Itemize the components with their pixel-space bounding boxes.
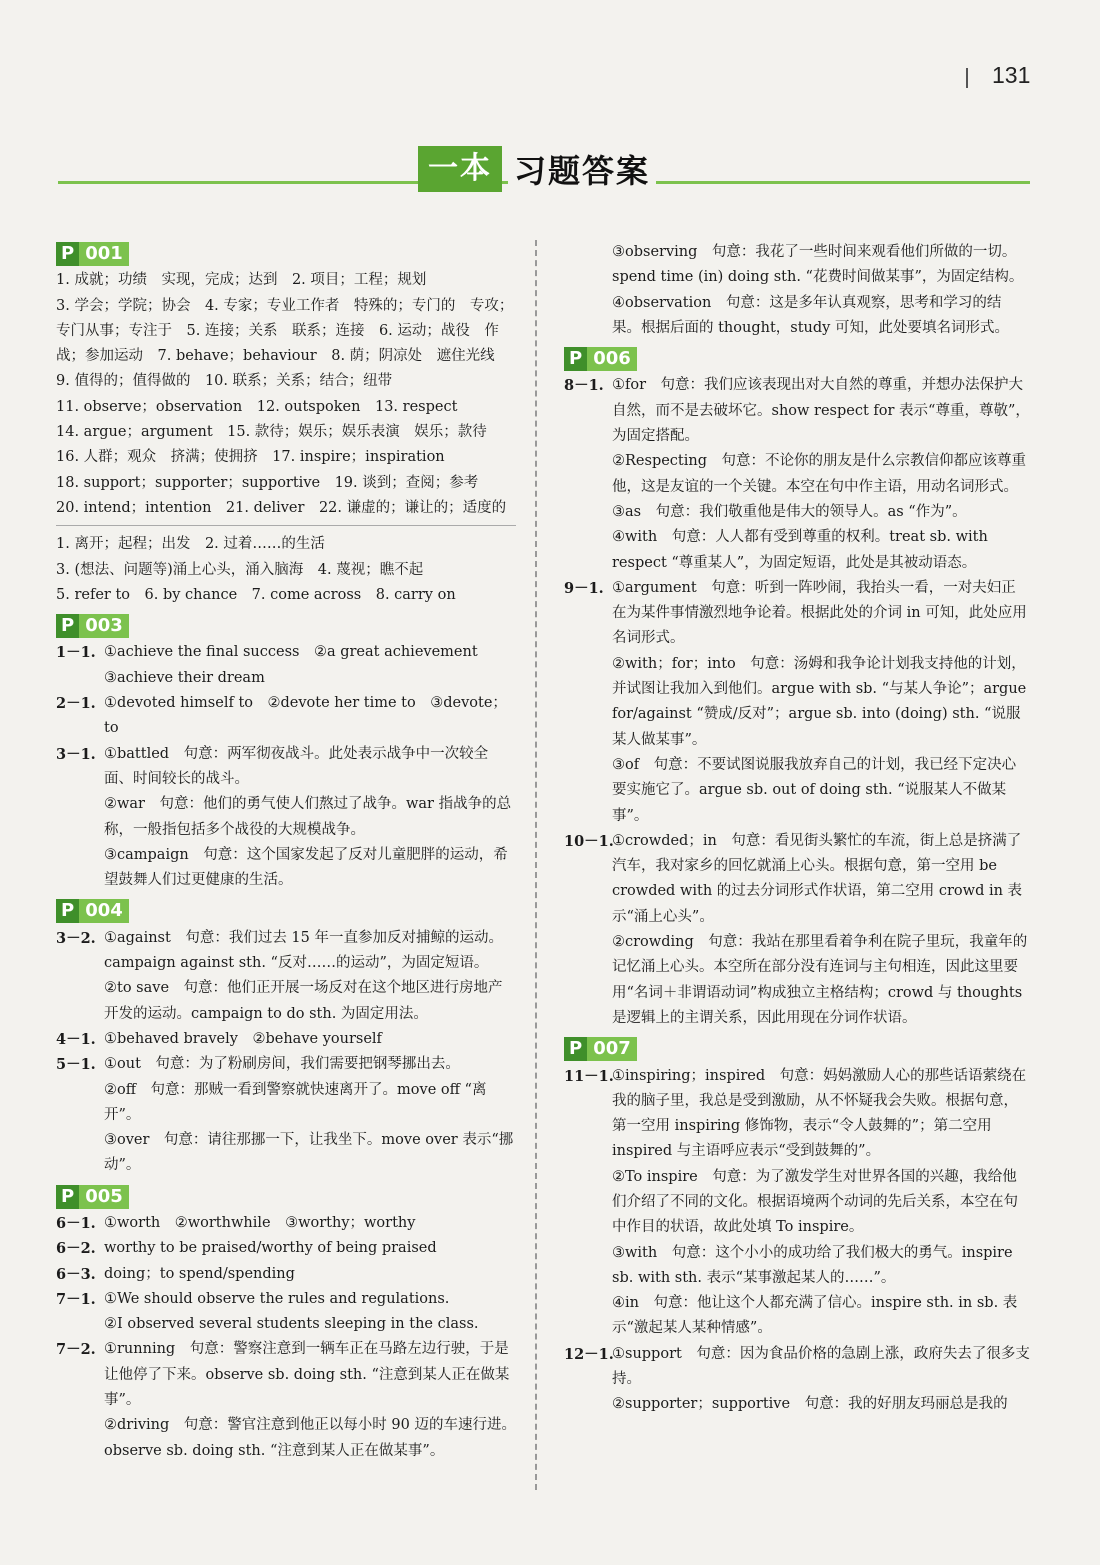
answer-item: 8－1. ①for 句意：我们应该表现出对大自然的尊重，并想办法保护大自然，而不是去破坏它。show respect for 表示“尊重，尊敬”，为固定搭配。 ②Respecting 句意：不论你的朋友是什么宗教信仰都应该尊重他，这是友谊的一个关键。本空在句中作主语，用动名词形式。 ③as 句意：我们敬重他是伟大的领导人。as “作为”。 ④with 句意：人人都有受到尊重的权利。treat sb. with respect “尊重某人”，为固定短语，此处是其被动语态。 (564, 377, 1030, 571)
list-item: 3. 学会；学院；协会 4. 专家；专业工作者 特殊的；专门的 专攻；专门从事；专注于 5. 连接；关系 联系；连接 6. 运动；战役 作战；参加运动 7. behave；behaviour 8. 荫；阴凉处 遮住光线 9. 值得的；值得做的 10. 联系；关系；结合；纽带 (56, 297, 514, 390)
section-badge-006: P 006 (564, 347, 637, 371)
phrase-list (56, 532, 516, 608)
right-column (564, 240, 1030, 1418)
section-badge-003: P 003 (56, 614, 129, 638)
column-divider (535, 240, 537, 1490)
answer-item: 2－1. ①devoted himself to ②devote her time to ③devote；to (56, 695, 507, 737)
page-title (418, 146, 656, 192)
left-column (56, 236, 516, 1464)
list-item: 18. support；supporter；supportive 19. 谈到；查阅；参考 (56, 474, 479, 491)
list-item: 16. 人群；观众 挤满；使拥挤 17. inspire；inspiration (56, 449, 445, 466)
list-item: 14. argue；argument 15. 款待；娱乐；娱乐表演 娱乐；款待 (56, 424, 487, 441)
answer-item: 4－1. ①behaved bravely ②behave yourself (56, 1030, 382, 1048)
answer-item: 7－2. ①running 句意：警察注意到一辆车正在马路左边行驶，于是让他停了下来。observe sb. doing sth. “注意到某人正在做某事”。 ②driving 句意：警官注意到他正以每小时 90 迈的车速行进。observe sb. doing sth. “注意到某人正在做某事”。 (56, 1341, 516, 1459)
page-number: 131 (992, 62, 1031, 88)
title-box: 一本 (418, 146, 502, 192)
answer-item: 6－1. ①worth ②worthwhile ③worthy；worthy (56, 1214, 416, 1232)
section-rule (56, 525, 516, 526)
section-badge-007: P 007 (564, 1037, 637, 1061)
section-badge-005: P 005 (56, 1185, 129, 1209)
page-number-divider (966, 68, 968, 88)
answer-item: 3－1. ①battled 句意：两军彻夜战斗。此处表示战争中一次较全面、时间较长的战斗。 ②war 句意：他们的勇气使人们熬过了战争。war 指战争的总称，一般指包括多个战役的大规模战争。 ③campaign 句意：这个国家发起了反对儿童肥胖的运动，希望鼓舞人们过更健康的生活。 (56, 745, 512, 889)
section-badge-001: P 001 (56, 242, 129, 266)
answer-item: 3－2. ①against 句意：我们过去 15 年一直参加反对捕鲸的运动。campaign against sth. “反对……的运动”，为固定短语。 ②to save 句意：他们正开展一场反对在这个地区进行房地产开发的运动。campaign to do sth. 为固定用法。 (56, 929, 503, 1022)
list-item: 20. intend；intention 21. deliver 22. 谦虚的；谦让的；适度的 (56, 499, 507, 516)
answer-item: 7－1. ①We should observe the rules and regulations. ②I observed several students sleeping in the class. (56, 1290, 479, 1333)
answer-item: 11－1. ①inspiring；inspired 句意：妈妈激励人心的那些话语萦绕在我的脑子里，我总是受到激励，从不怀疑我会失败。根据句意，第一空用 inspiring 修饰物，表示“令人鼓舞的”；第二空用 inspired 与主语呼应表示“受到鼓舞的”。 ②To inspire 句意：为了激发学生对世界各国的兴趣，我给他们介绍了不同的文化。根据语境两个动词的先后关系，本空在句中作目的状语，故此处填 To inspire。 ③with 句意：这个小小的成功给了我们极大的勇气。inspire sb. with sth. 表示“某事激起某人的……”。 ④in 句意：他让这个人都充满了信心。inspire sth. in sb. 表示“激起某人某种情感”。 (564, 1067, 1027, 1337)
answer-item: 10－1. ①crowded；in 句意：看见街头繁忙的车流，街上总是挤满了汽车，我对家乡的回忆就涌上心头。根据句意，第一空用 be crowded with 的过去分词形式作状语，第二空用 crowd in 表示“涌上心头”。 ②crowding 句意：我站在那里看着争利在院子里玩，我童年的记忆涌上心头。本空所在部分没有连词与主句相连，因此这里要用“名词＋非谓语动词”构成独立主格结构；crowd 与 thoughts 是逻辑上的主谓关系，因此用现在分词作状语。 (564, 832, 1028, 1026)
answer-item: 6－3. doing；to spend/spending (56, 1265, 295, 1283)
answer-item: 12－1. ①support 句意：因为食品价格的急剧上涨，政府失去了很多支持。 ②supporter；supportive 句意：我的好朋友玛丽总是我的 (564, 1345, 1030, 1413)
title-text: 习题答案 (508, 146, 656, 192)
list-item: 3. (想法、问题等)涌上心头，涌入脑海 4. 蔑视；瞧不起 (56, 561, 424, 578)
answer-item: 5－1. ①out 句意：为了粉刷房间，我们需要把钢琴挪出去。 ②off 句意：那贼一看到警察就快速离开了。move off “离开”。 ③over 句意：请往那挪一下，让我坐下。move over 表示“挪动”。 (56, 1056, 514, 1174)
answer-item: 9－1. ①argument 句意：听到一阵吵闹，我抬头一看，一对夫妇正在为某件事情激烈地争论着。根据此处的介词 in 可知，此处应用名词形式。 ②with；for；into 句意：汤姆和我争论计划我支持他的计划，并试图让我加入到他们。argue with sb. “与某人争论”；argue for/against “赞成/反对”；argue sb. into (doing) sth. “说服某人做某事”。 ③of 句意：不要试图说服我放弃自己的计划，我已经下定决心要实施它了。argue sb. out of doing sth. “说服某人不做某事”。 (564, 579, 1027, 824)
list-item: 11. observe；observation 12. outspoken 13. respect (56, 398, 458, 415)
section-badge-004: P 004 (56, 899, 129, 923)
answer-item: 1－1. ①achieve the final success ②a great achievement ③achieve their dream (56, 644, 478, 686)
list-item: 1. 成就；功绩 实现，完成；达到 2. 项目；工程；规划 (56, 272, 427, 289)
answer-item: ③observing 句意：我花了一些时间来观看他们所做的一切。spend time (in) doing sth. “花费时间做某事”，为固定结构。 ④observation 句意：这是多年认真观察，思考和学习的结果。根据后面的 thought，study 可知，此处要填名词形式。 (612, 244, 1024, 336)
answer-item: 6－2. worthy to be praised/worthy of being praised (56, 1240, 437, 1258)
list-item: 1. 离开；起程；出发 2. 过着……的生活 (56, 536, 325, 553)
vocab-list (56, 268, 516, 521)
list-item: 5. refer to 6. by chance 7. come across 8. carry on (56, 586, 456, 603)
